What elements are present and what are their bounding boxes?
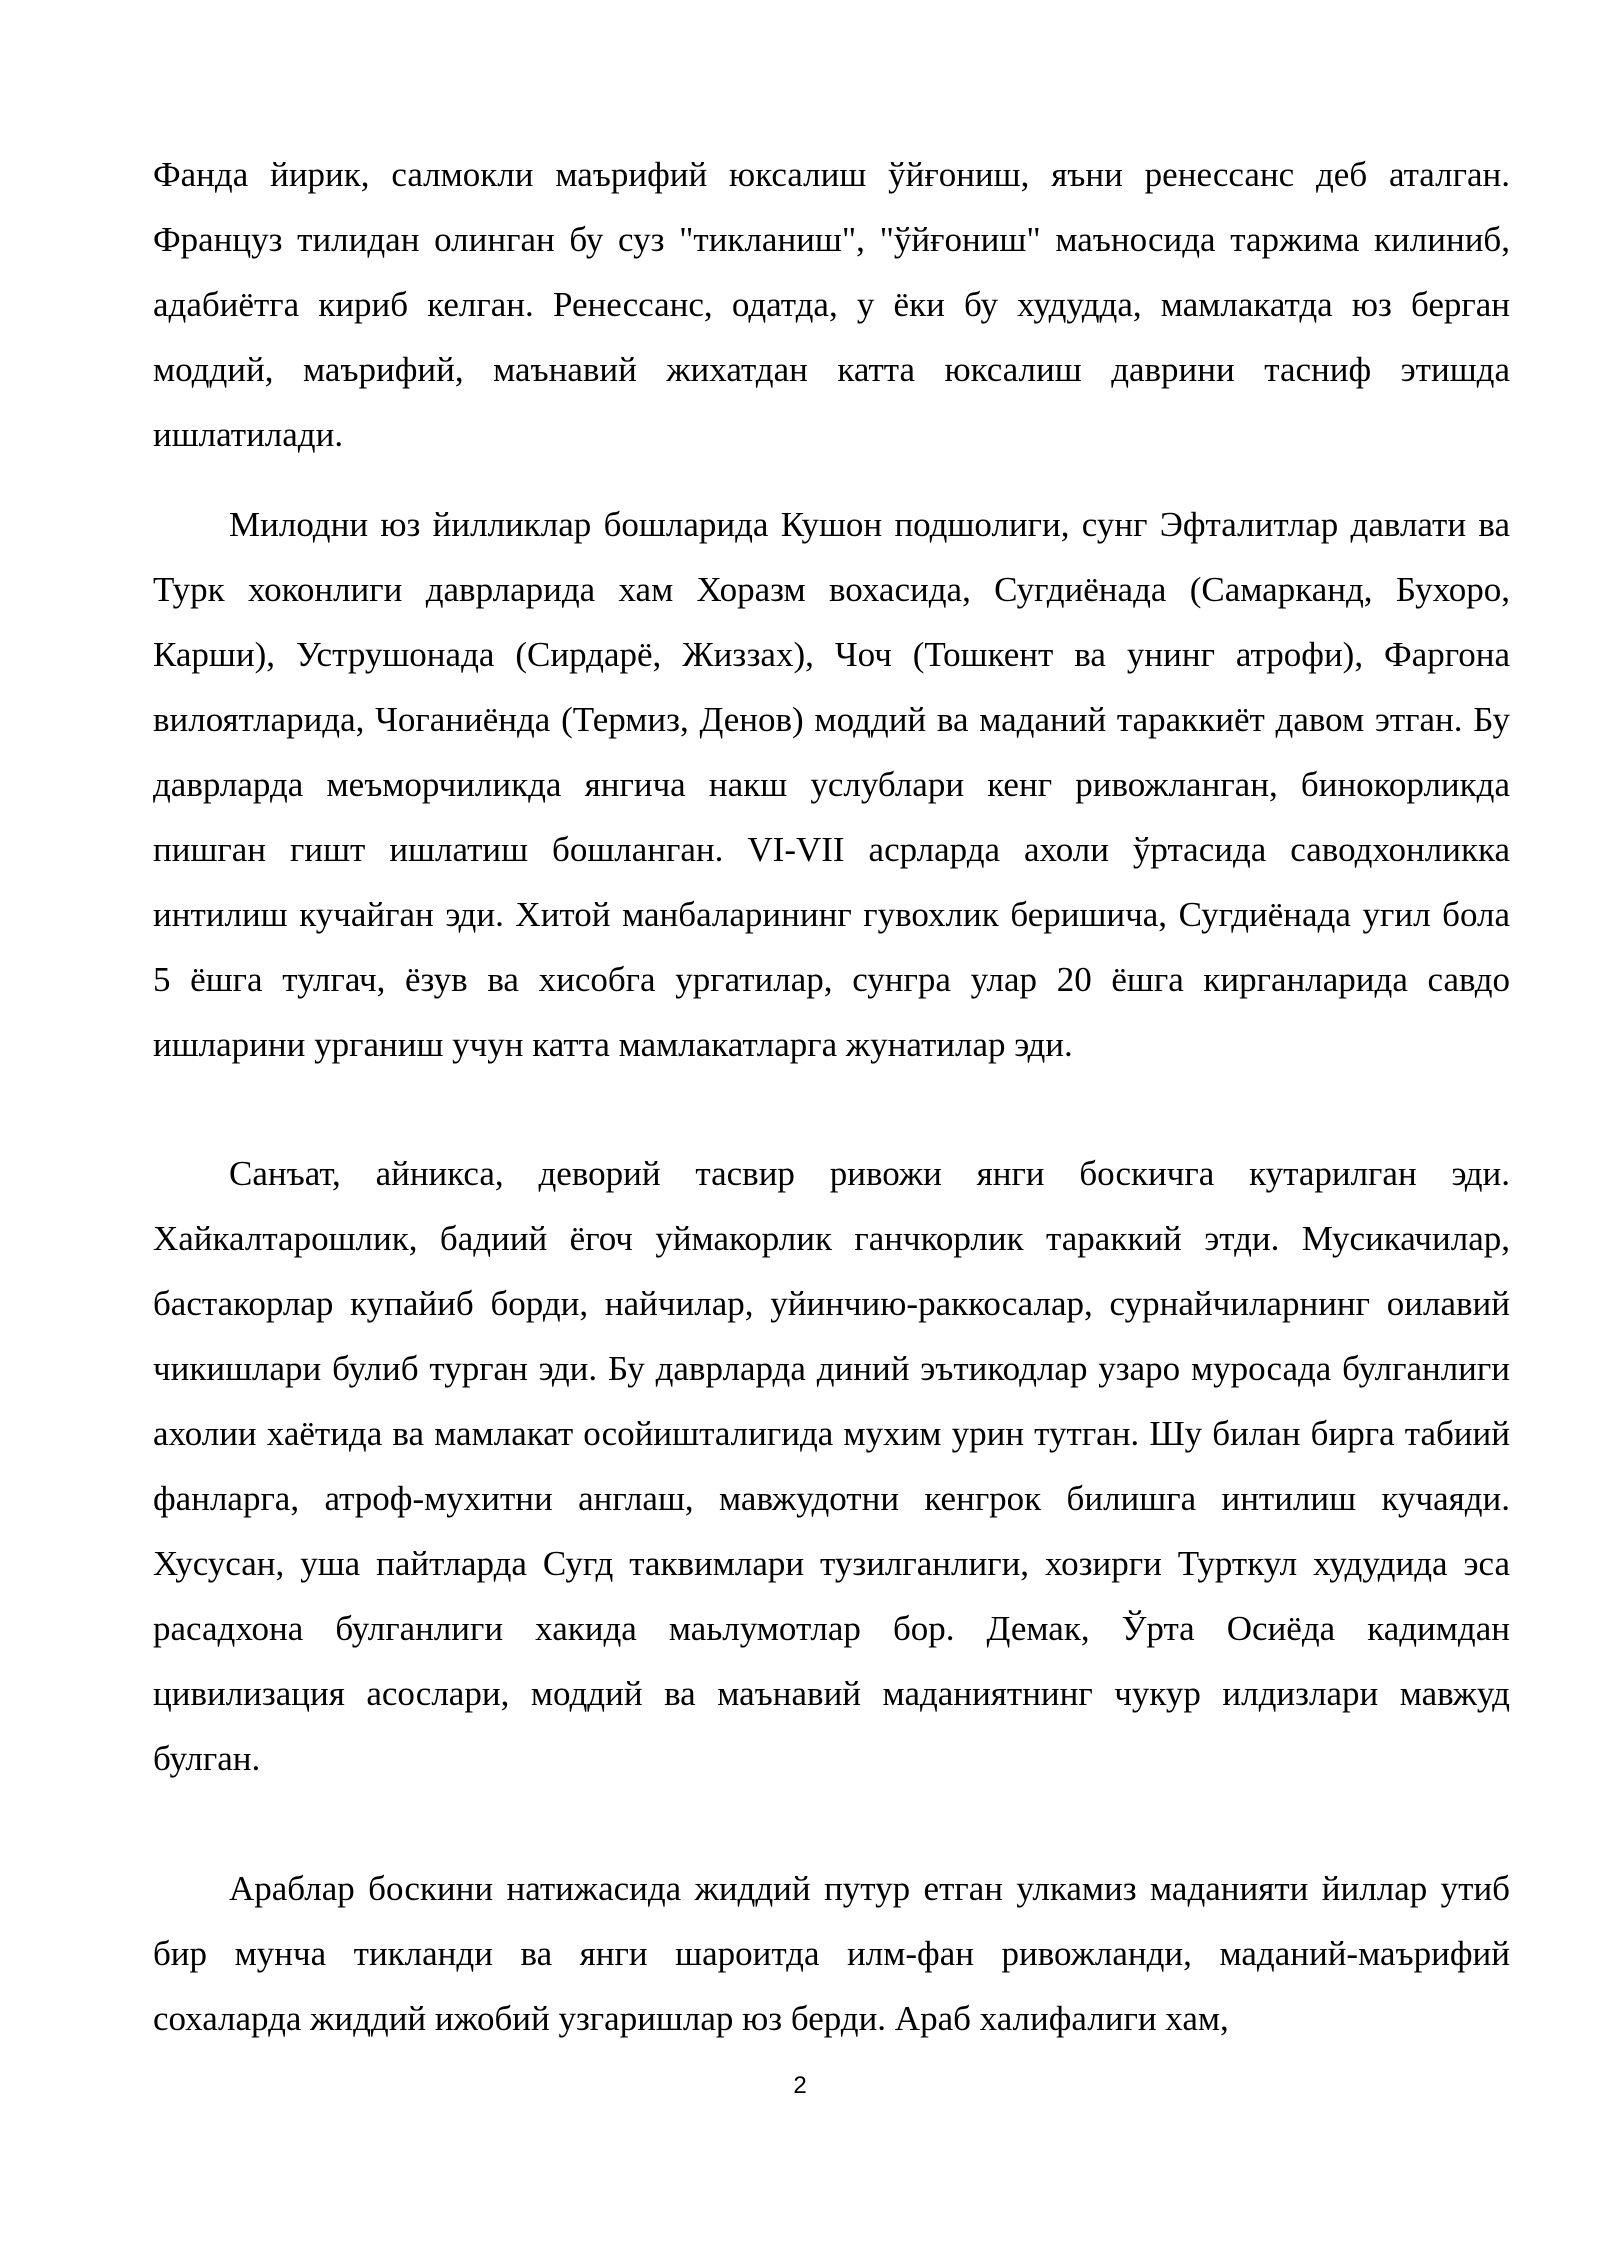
paragraph-early-centuries: Милодни юз йилликлар бошларида Кушон подшолиги, сунг Эфталитлар давлати ва Турк хоконлиги даврларида хам Хоразм вохасида, Сугдиёнада (Самарканд, Бухоро, Карши), Уструшонада (Сирдарё, Жиззах), Чоч (Тошкент ва унинг атрофи), Фаргона вилоятларида, Чоганиёнда (Термиз, Денов) моддий ва маданий тараккиёт давом этган. Бу даврларда меъморчиликда янгича накш услублари кенг ривожланган, бинокорликда пишган гишт ишлатиш бошланган. VI-VII асрларда ахоли ўртасида саводхонликка интилиш кучайган эди. Хитой манбаларининг гувохлик беришича, Сугдиёнада угил бола 5 ёшга тулгач, ёзув ва хисобга ургатилар, сунгра улар 20 ёшга кирганларида савдо ишларини урганиш учун катта мамлакатларга жунатилар эди. bbox=[153, 505, 1510, 1064]
paragraph-renaissance-definition: Фанда йирик, салмокли маърифий юксалиш ўйғониш, яъни ренессанс деб аталган. Француз тилидан олинган бу суз "тикланиш", "ўйғониш" маъносида таржима килиниб, адабиётга кириб келган. Ренессанс, одатда, у ёки бу худудда, мамлакатда юз берган моддий, маърифий, маънавий жихатдан катта юксалиш даврини тасниф этишда ишлатилади. bbox=[153, 155, 1510, 454]
paragraph-arab-conquest: Араблар боскини натижасида жиддий путур етган улкамиз маданияти йиллар утиб бир мунча тикланди ва янги шароитда илм-фан ривожланди, маданий-маърифий сохаларда жиддий ижобий узгаришлар юз берди. Араб халифалиги хам, bbox=[153, 1869, 1510, 2038]
page-number: 2 bbox=[793, 2072, 807, 2099]
paragraph-arts-and-sciences: Санъат, айникса, деворий тасвир ривожи янги боскичга кутарилган эди. Хайкалтарошлик, бадиий ёгоч уймакорлик ганчкорлик тараккий этди. Мусикачилар, бастакорлар купайиб борди, найчилар, уйинчию-раккосалар, сурнайчиларнинг оилавий чикишлари булиб турган эди. Бу даврларда диний эътикодлар узаро муросада булганлиги ахолии хаётида ва мамлакат осойишталигида мухим урин тутган. Шу билан бирга табиий фанларга, атроф-мухитни англаш, мавжудотни кенгрок билишга интилиш кучаяди. Хусусан, уша пайтларда Сугд таквимлари тузилганлиги, хозирги Турткул худудида эса расадхона булганлиги хакида маьлумотлар бор. Демак, Ўрта Осиёда кадимдан цивилизация асослари, моддий ва маънавий маданиятнинг чукур илдизлари мавжуд булган. bbox=[153, 1154, 1510, 1778]
